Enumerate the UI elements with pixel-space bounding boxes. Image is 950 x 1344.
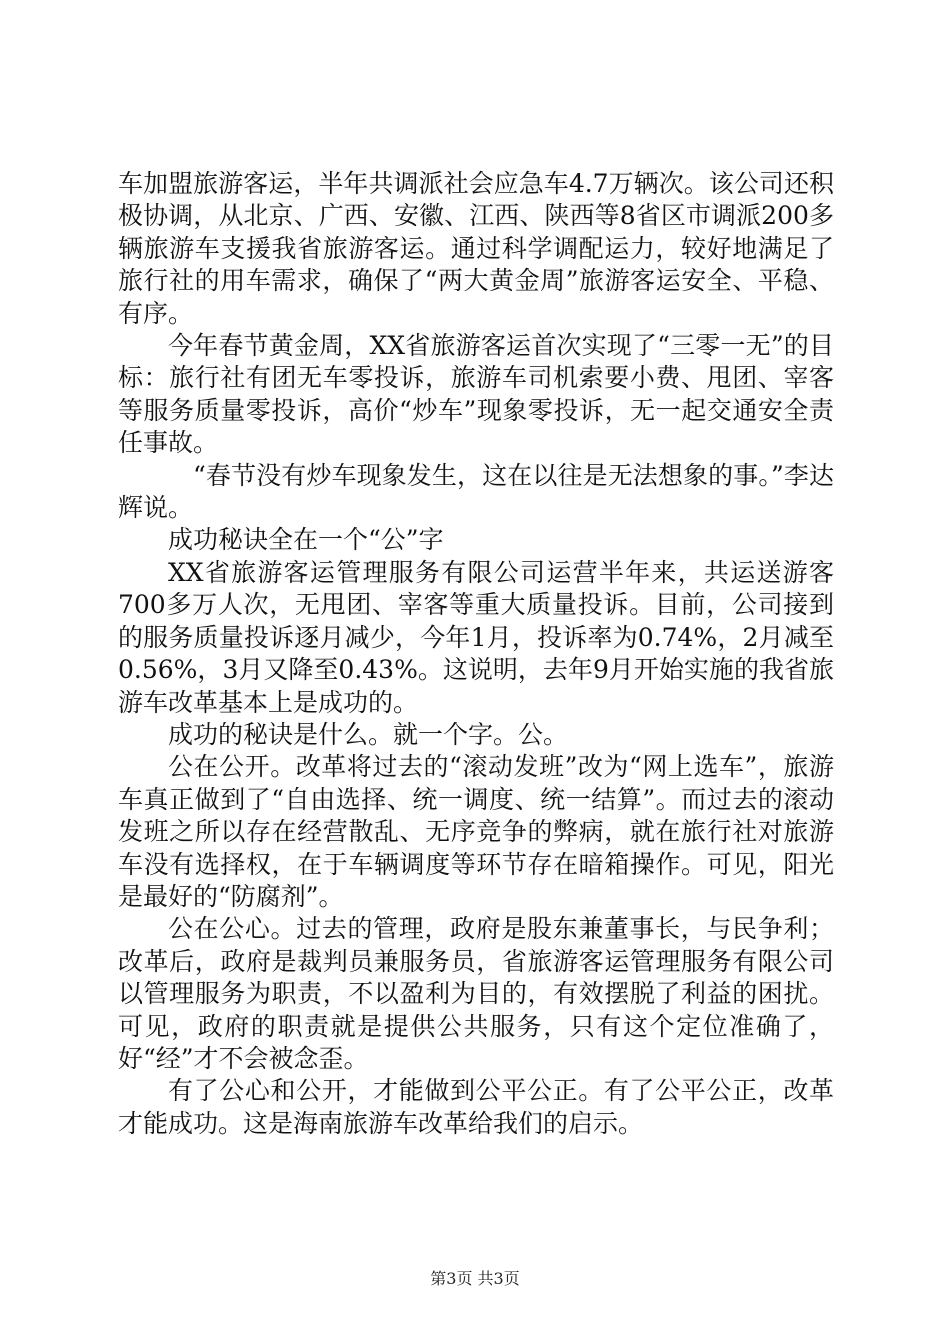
paragraph-secret: 成功的秘诀是什么。就一个字。公。 (168, 719, 569, 749)
paragraph-spring-festival: 今年春节黄金周，XX省旅游客运首次实现了“三零一无”的目标：旅行社有团无车零投诉，旅游车司机索要小费、甩团、宰客等服务质量零投诉，高价“炒车”现象零投诉，无一起交通安全责任事故。 (118, 331, 834, 458)
page-number-footer: 第3页 共3页 (430, 1269, 520, 1288)
paragraph-public-spirit: 公在公心。过去的管理，政府是股东兼董事长，与民争利；改革后，政府是裁判员兼服务员，省旅游客运管理服务有限公司以管理服务为职责，不以盈利为目的，有效摆脱了利益的困扰。可见，政府的职责就是提供公共服务，只有这个定位准确了，好“经”才不会被念歪。 (118, 914, 834, 1073)
paragraph-conclusion: 有了公心和公开，才能做到公平公正。有了公平公正，改革才能成功。这是海南旅游车改革给我们的启示。 (118, 1076, 834, 1138)
section-heading: 成功秘诀全在一个“公”字 (168, 525, 444, 555)
paragraph-operation-results: XX省旅游客运管理服务有限公司运营半年来，共运送游客700多万人次，无甩团、宰客等重大质量投诉。目前，公司接到的服务质量投诉逐月减少，今年1月，投诉率为0.74%，2月减至0.56%，3月又降至0.43%。这说明，去年9月开始实施的我省旅游车改革基本上是成功的。 (118, 557, 834, 717)
paragraph-openness: 公在公开。改革将过去的“滚动发班”改为“网上选车”，旅游车真正做到了“自由选择、统一调度、统一结算”。而过去的滚动发班之所以存在经营散乱、无序竞争的弊病，就在旅行社对旅游车没有选择权，在于车辆调度等环节存在暗箱操作。可见，阳光是最好的“防腐剂”。 (118, 752, 834, 911)
paragraph-quote: “春节没有炒车现象发生，这在以往是无法想象的事。”李达辉说。 (118, 460, 834, 523)
article-body (118, 168, 834, 1140)
paragraph-continuation: 车加盟旅游客运，半年共调派社会应急车4.7万辆次。该公司还积极协调，从北京、广西、安徽、江西、陕西等8省区市调派200多辆旅游车支援我省旅游客运。通过科学调配运力，较好地满足了旅行社的用车需求，确保了“两大黄金周”旅游客运安全、平稳、有序。 (118, 169, 834, 328)
